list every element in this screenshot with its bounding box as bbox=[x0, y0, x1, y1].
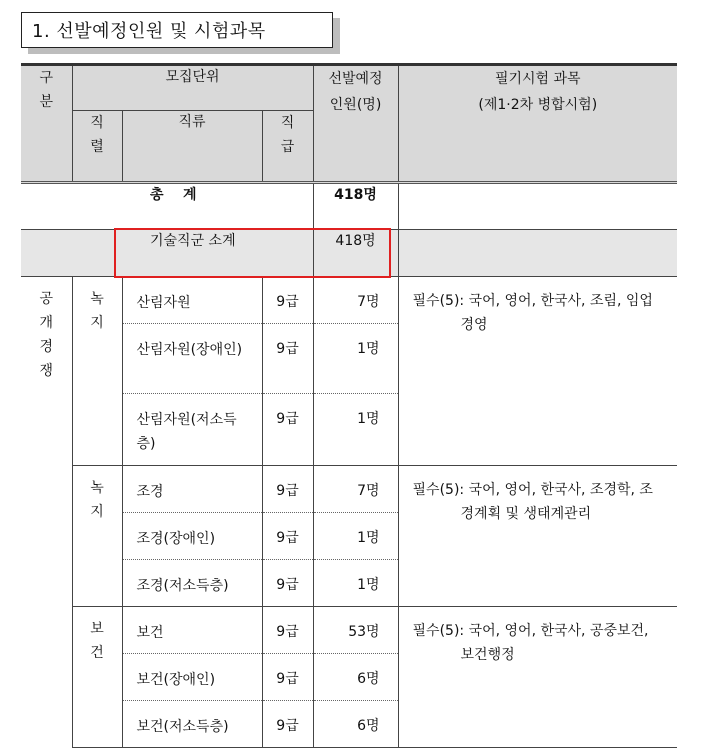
position-count: 53명 bbox=[313, 607, 398, 654]
header-jikgeup: 직급 bbox=[262, 111, 313, 183]
header-gubun: 구분 bbox=[21, 65, 72, 183]
total-count: 418명 bbox=[334, 187, 377, 203]
section-title-text: 1. 선발예정인원 및 시험과목 bbox=[32, 21, 266, 42]
position-grade: 9급 bbox=[262, 607, 313, 654]
series-cell: 보건 bbox=[72, 607, 122, 748]
position-count: 1명 bbox=[313, 513, 398, 560]
table-row bbox=[21, 607, 677, 654]
position-name: 조경 bbox=[122, 466, 262, 513]
subject-cell: 필수(5): 국어, 영어, 한국사, 조경학, 조 경계획 및 생태계관리 bbox=[398, 466, 677, 607]
position-count: 7명 bbox=[313, 277, 398, 324]
position-name: 보건(저소득층) bbox=[122, 701, 262, 748]
subtotal-count: 418명 bbox=[335, 233, 376, 249]
position-count: 6명 bbox=[313, 701, 398, 748]
subject-cell: 필수(5): 국어, 영어, 한국사, 조림, 임업 경영 bbox=[398, 277, 677, 466]
position-grade: 9급 bbox=[262, 701, 313, 748]
position-name: 산림자원(장애인) bbox=[122, 324, 262, 394]
position-count: 1명 bbox=[313, 394, 398, 466]
table-row bbox=[21, 277, 677, 324]
header-row-1 bbox=[21, 65, 677, 111]
position-count: 7명 bbox=[313, 466, 398, 513]
position-grade: 9급 bbox=[262, 466, 313, 513]
position-grade: 9급 bbox=[262, 560, 313, 607]
position-grade: 9급 bbox=[262, 394, 313, 466]
position-count: 1명 bbox=[313, 560, 398, 607]
header-jikryeol: 직렬 bbox=[72, 111, 122, 183]
position-name: 산림자원(저소득층) bbox=[122, 394, 262, 466]
position-count: 1명 bbox=[313, 324, 398, 394]
position-name: 조경(저소득층) bbox=[122, 560, 262, 607]
header-recruit-unit: 모집단위 bbox=[72, 65, 313, 111]
subtotal-row bbox=[21, 230, 677, 277]
header-jikryu: 직류 bbox=[122, 111, 262, 183]
subject-cell: 필수(5): 국어, 영어, 한국사, 공중보건, 보건행정 bbox=[398, 607, 677, 748]
series-cell: 녹지 bbox=[72, 277, 122, 466]
total-row bbox=[21, 183, 677, 230]
total-label: 총 계 bbox=[150, 187, 197, 203]
subtotal-label: 기술직군 소계 bbox=[150, 233, 236, 249]
position-grade: 9급 bbox=[262, 324, 313, 394]
position-grade: 9급 bbox=[262, 654, 313, 701]
header-subject: 필기시험 과목 (제1·2차 병합시험) bbox=[398, 65, 677, 183]
position-name: 보건 bbox=[122, 607, 262, 654]
category-cell: 공개경쟁 bbox=[39, 291, 54, 379]
position-name: 산림자원 bbox=[122, 277, 262, 324]
position-count: 6명 bbox=[313, 654, 398, 701]
position-name: 보건(장애인) bbox=[122, 654, 262, 701]
section-title bbox=[21, 12, 333, 48]
header-count: 선발예정 인원(명) bbox=[313, 65, 398, 183]
series-cell: 녹지 bbox=[72, 466, 122, 607]
position-grade: 9급 bbox=[262, 277, 313, 324]
recruitment-table bbox=[21, 63, 677, 748]
position-grade: 9급 bbox=[262, 513, 313, 560]
position-name: 조경(장애인) bbox=[122, 513, 262, 560]
table-row bbox=[21, 466, 677, 513]
